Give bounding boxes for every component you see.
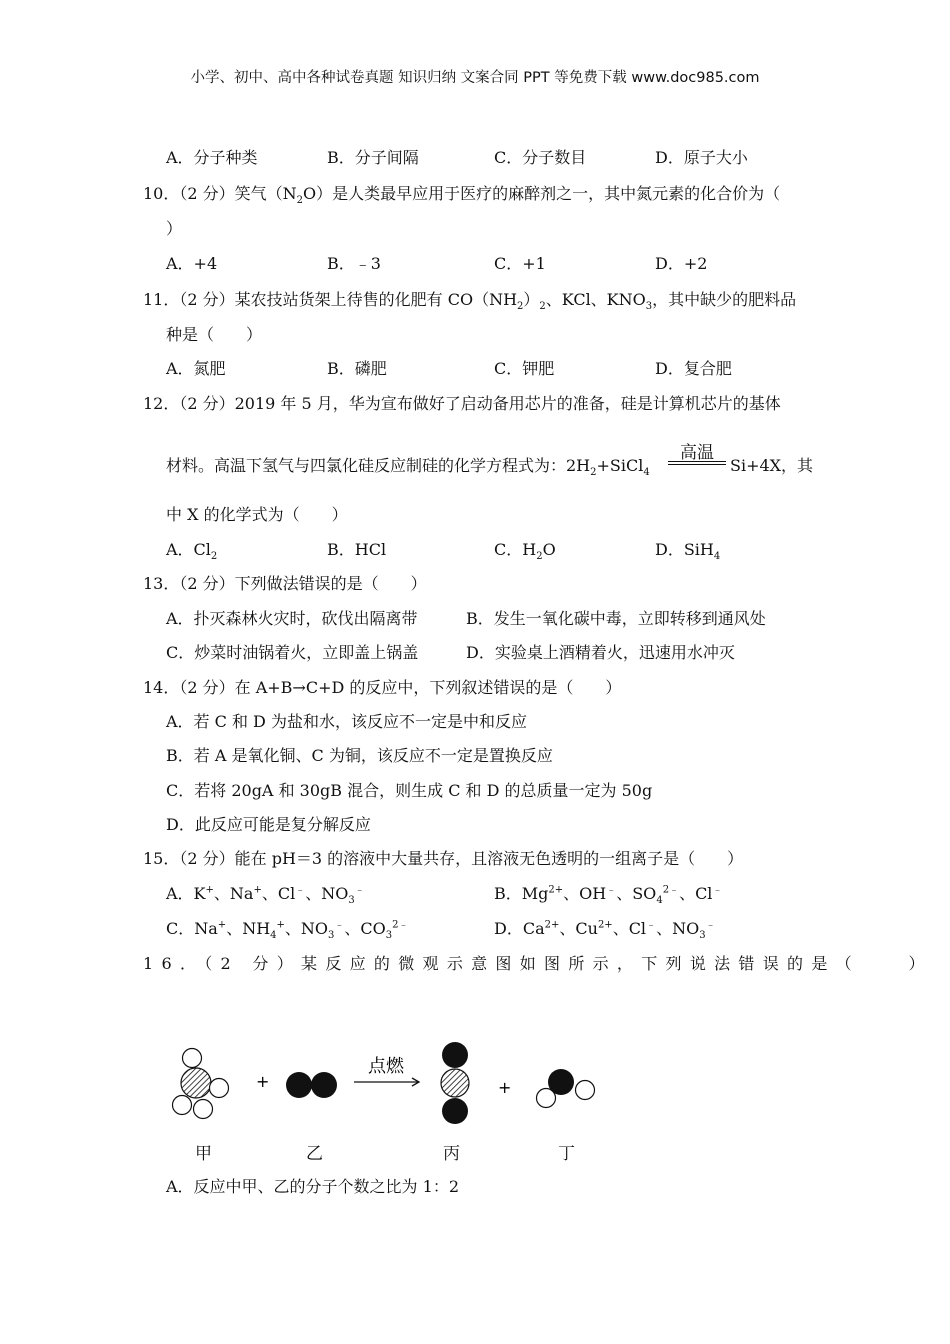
plus-sign-2: + [498, 1078, 512, 1097]
q10-option-b: B．﹣3 [327, 254, 381, 273]
q11-stem: 11．（2 分）某农技站货架上待售的化肥有 $CO(NH_2)_2$、KCl、$KNO_3$，其中缺少的肥料品 [143, 290, 797, 313]
q13-option-b: B．发生一氧化碳中毒，立即转移到通风处 [466, 609, 766, 628]
q12-stem-equation: 材料。高温下氢气与四氯化硅反应制硅的化学方程式为：$2H_2+SiCl_4$ [166, 456, 650, 479]
q15-option-b: B．$Mg^{2+}$、OH﹣、$SO_4^{2﹣}$、Cl﹣ [494, 884, 723, 907]
reaction-diagram [160, 1030, 620, 1130]
q11-option-b: B．磷肥 [327, 359, 387, 378]
q10-option-c: C．+1 [494, 254, 546, 273]
q9-option-c: C．分子数目 [494, 148, 587, 167]
q15-option-a: A．K+、Na+、Cl﹣、$NO_3^﹣$ [166, 884, 365, 907]
q12-stem-end: 中 X 的化学式为（ ） [166, 505, 348, 524]
label-jia: 甲 [195, 1144, 212, 1164]
q11-stem-end: 种是（ ） [166, 325, 263, 344]
molecule-bing [441, 1042, 469, 1124]
q16-stem: 16．（2 分）某反应的微观示意图如图所示，下列说法错误的是（ ） [143, 954, 933, 973]
reaction-arrow [354, 1078, 419, 1086]
q12-option-a: A．$Cl_2$ [166, 540, 218, 563]
plus-sign-1: + [256, 1072, 270, 1091]
q9-option-b: B．分子间隔 [327, 148, 419, 167]
q14-option-d: D．此反应可能是复分解反应 [166, 815, 371, 834]
page-header: 小学、初中、高中各种试卷真题 知识归纳 文案合同 PPT 等免费下载 www.doc985.com [190, 70, 760, 86]
equals-line-bottom [668, 464, 726, 465]
label-bing: 丙 [443, 1144, 460, 1164]
condition-label: 高温 [680, 443, 714, 463]
arrow-condition-label: 点燃 [368, 1056, 404, 1077]
q12-option-b: B．HCl [327, 540, 387, 559]
label-yi: 乙 [306, 1144, 323, 1164]
q12-option-d: D．SiH$_4$ [655, 540, 721, 563]
molecule-ding [537, 1069, 595, 1108]
molecule-yi [286, 1072, 337, 1098]
q12-stem-equation-end: Si+4X，其 [730, 456, 814, 475]
q9-option-a: A．分子种类 [166, 148, 258, 167]
reaction-condition [666, 440, 728, 470]
equals-line-top [668, 461, 726, 462]
q12-option-c: C．$H_2O$ [494, 540, 556, 563]
q10-stem: 10．（2 分）笑气$(N_2O)$是人类最早应用于医疗的麻醉剂之一，其中氮元素的化合价为（ [143, 184, 781, 207]
molecule-jia [173, 1049, 229, 1119]
q10-option-a: A．+4 [166, 254, 218, 273]
q16-option-a: A．反应中甲、乙的分子个数之比为 1：2 [166, 1177, 460, 1196]
q11-option-c: C．钾肥 [494, 359, 555, 378]
q15-option-c: C．Na+、$NH_4^+$、$NO_3^﹣$、$CO_3^{2﹣}$ [166, 919, 409, 942]
q12-stem: 12．（2 分）2019 年 5 月，华为宣布做好了启动备用芯片的准备，硅是计算机芯片的基体 [143, 394, 781, 413]
q10-stem-end: ） [166, 219, 183, 238]
q13-stem: 13．（2 分）下列做法错误的是（ ） [143, 574, 427, 593]
q15-option-d: D．$Ca^{2+}$、$Cu^{2+}$、Cl﹣、$NO_3^﹣$ [494, 919, 716, 942]
q11-option-d: D．复合肥 [655, 359, 732, 378]
q14-stem: 14．（2 分）在 A+B→C+D 的反应中，下列叙述错误的是（ ） [143, 678, 622, 697]
q13-option-a: A．扑灭森林火灾时，砍伐出隔离带 [166, 609, 418, 628]
q10-option-d: D．+2 [655, 254, 708, 273]
q14-option-a: A．若 C 和 D 为盐和水，该反应不一定是中和反应 [166, 712, 527, 731]
q11-option-a: A．氮肥 [166, 359, 226, 378]
q15-stem: 15．（2 分）能在 pH＝3 的溶液中大量共存，且溶液无色透明的一组离子是（ ） [143, 849, 744, 868]
q13-option-d: D．实验桌上酒精着火，迅速用水冲灭 [466, 643, 735, 662]
q13-option-c: C．炒菜时油锅着火，立即盖上锅盖 [166, 643, 419, 662]
q9-option-d: D．原子大小 [655, 148, 748, 167]
label-ding: 丁 [558, 1144, 575, 1164]
q14-option-c: C．若将 20gA 和 30gB 混合，则生成 C 和 D 的总质量一定为 50g [166, 781, 653, 800]
q14-option-b: B．若 A 是氧化铜、C 为铜，该反应不一定是置换反应 [166, 746, 553, 765]
